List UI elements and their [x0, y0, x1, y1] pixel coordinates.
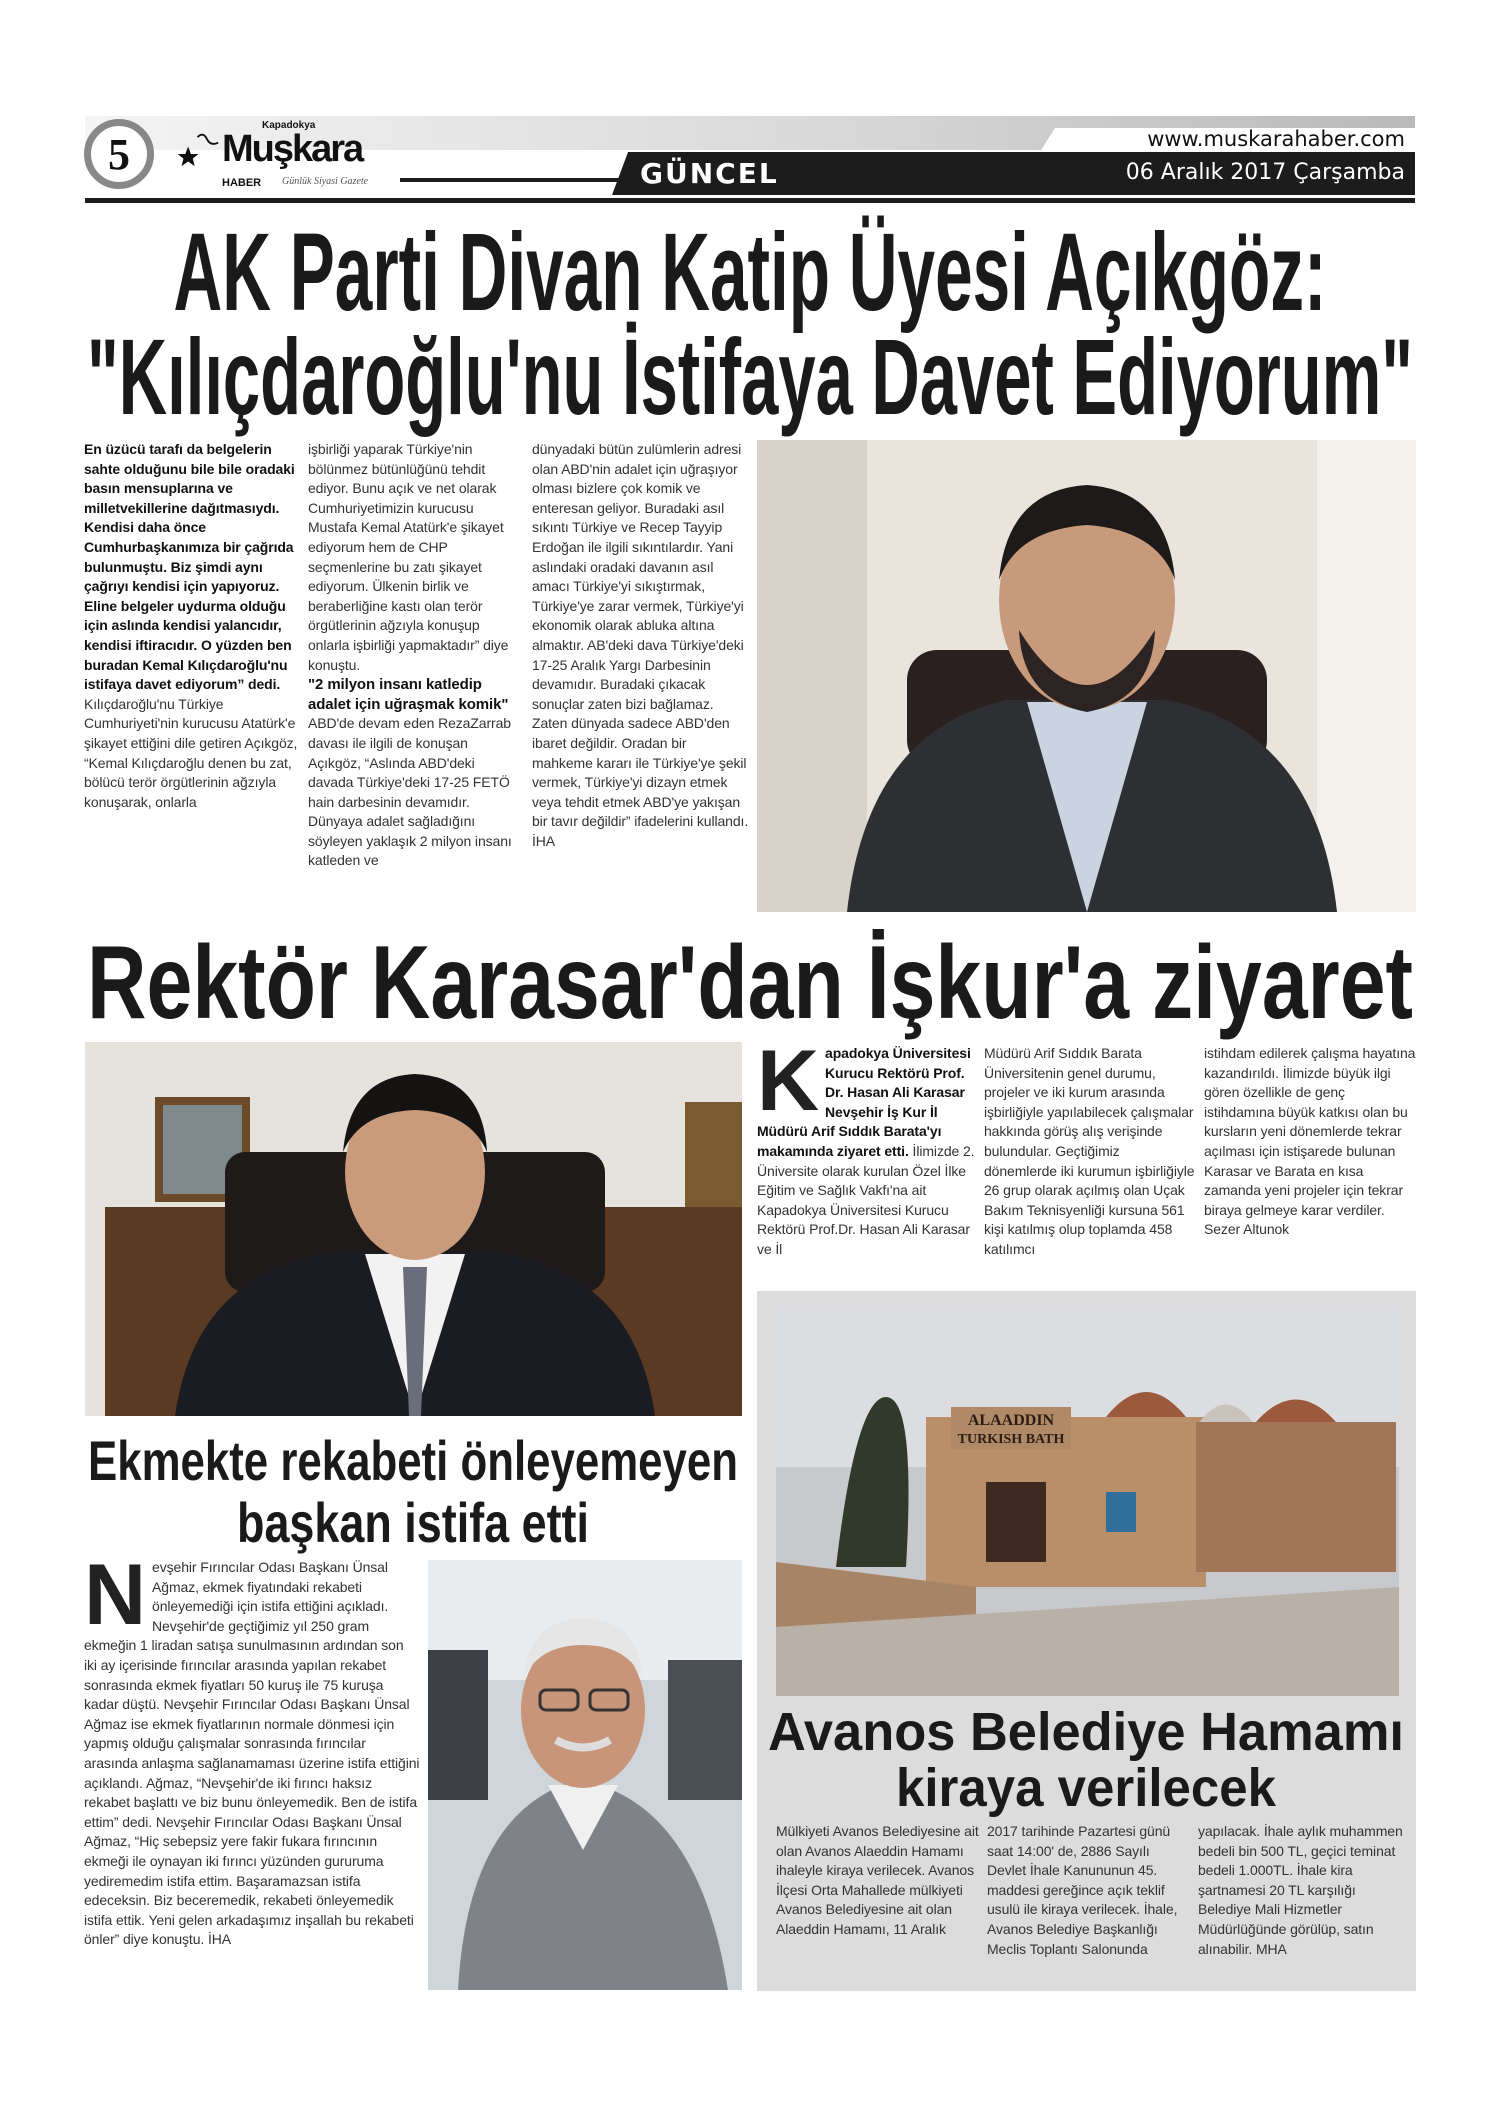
body-text: dünyadaki bütün zulümlerin adresi olan ABD'nin adalet için uğraşıyor olması bizlere çok komik ve enteresan geliyor. Buradaki asıl sıkıntı Türkiye ve Recep Tayyip Erdoğan ile ilgili sıkıntılardır. Yani aslındaki oradaki davanın asıl amacı Türkiye'yi sıkıştırmak, Türkiye'ye zarar vermek, Türkiye'yi ekonomik olarak abluka altına almaktır. AB'deki dava Türkiye'deki 17-25 Aralık Yargı Darbesinin devamıdır. Buradaki çıkacak sonuçlar zaten bizi bağlamaz. Zaten dünyada sadece ABD'den ibaret değildir. Oradan bir mahkeme kararı ile Türkiye'ye şekil vermek, Türkiye'yi dizayn etmek veya tehdit etmek ABD'ye yakışan bir tavır değildir” ifadelerini kullandı. İHA	[532, 441, 749, 849]
body-text: istihdam edilerek çalışma hayatına kazandırıldı. İlimizde büyük ilgi gören özellikle de genç istihdamına büyük katkısı olan bu kursların yeni dönemlerde tekrar açılması için istişarede bulunan Karasar ve Barata en kısa zamanda yeni projeler için tekrar biraya gelmeye karar verdiler. Sezer Altunok	[1204, 1045, 1416, 1238]
headline-4-line2	[757, 1758, 1416, 1820]
body-text: yapılacak. İhale aylık muhammen bedeli bin 500 TL, geçici teminat bedeli 1.000TL. İhale kira şartnamesi 20 TL karşılığı Belediye Mali Hizmetler Müdürlüğünde görülüp, satın alınabilir. MHA	[1198, 1823, 1403, 1957]
article3-body	[84, 1547, 420, 1950]
sign-line2: TURKISH BATH	[957, 1432, 1065, 1447]
body-text: İlimizde 2. Üniversite olarak kurulan Özel İlke Eğitim ve Sağlık Vakfı'na ait Kapadokya Üniversitesi Kurucu Rektörü Prof.Dr. Hasan Ali Karasar ve İl	[757, 1142, 975, 1257]
body-text: Mülkiyeti Avanos Belediyesine ait olan Avanos Alaeddin Hamamı ihaleyle kiraya verilecek. Avanos İlçesi Orta Mahallede mülkiyeti Avanos Belediyesine ait olan Alaeddin Hamamı, 11 Aralık	[776, 1823, 979, 1937]
article4-column-3	[1198, 1822, 1403, 1959]
logo-crescent-star-icon	[160, 128, 220, 178]
logo-haber: HABER	[222, 177, 262, 189]
page-number: 5	[84, 119, 154, 189]
article2-column-3	[1204, 1044, 1416, 1240]
body-text: Müdürü Arif Sıddık Barata Üniversitenin genel durumu, projeler ve iki kurum arasında işbirliğiyle yapılabilecek çalışmalar hakkında görüş alış verişinde bulundular. Geçtiğimiz dönemlerde iki kurumun işbirliğiyle 26 grup olarak açılmış olan Uçak Bakım Teknisyenliği kursuna 561 kişi katılmış olup toplamda 458 katılımcı	[984, 1045, 1195, 1257]
body-text: işbirliği yaparak Türkiye'nin bölünmez bütünlüğünü tehdit ediyor. Bunu açık ve net olarak Cumhuriyetimizin kurucusu Mustafa Kemal Atatürk'e şikayet ediyorum hem de CHP seçmenlerine bu zatı şikayet ediyorum. Ülkenin birlik ve beraberliğine kastı olan terör örgütlerinin ağzıyla konuşup onlarla işbirliği yapmaktadır” diye konuştu.	[308, 441, 509, 673]
drop-cap: K	[757, 1033, 820, 1129]
body-text: evşehir Fırıncılar Odası Başkanı Ünsal Ağmaz, ekmek fiyatındaki rekabeti önleyemediği için istifa ettiğini açıkladı. Nevşehir'de geçtiğimiz yıl 250 gram ekmeğin 1 liradan satışa sunulmasının ardından son iki ay içerisinde fırıncılar arasında yapılan rekabet sonrasında ekmek fiyatları 50 kuruş ile 75 kuruşa kadar düştü. Nevşehir Fırıncılar Odası Başkanı Ünsal Ağmaz ise ekmek fiyatlarının normale dönmesi için yapmış olduğu çalışmalar sonrasında fırıncılar arasında anlaşma sağlanamaması üzerine istifa ettiğini açıklandı. Ağmaz, “Nevşehir'de iki fırıncı haksız rekabet başlattı ve biz bunu önleyemedik. Ben de istifa ettim” dedi. Nevşehir Fırıncılar Odası Başkanı Ünsal Ağmaz, “Hiç sebepsiz yere fakir fukara fırıncının ekmeği ile oynayan iki fırıncı yüzünden gururuma yediremedim istifa ettim. Başaramazsan istifa edeceksin. Biz beceremedik, rekabeti önleyemedik istifa ettik. Yeni gelen arkadaşımız inşallah bu rekabeti önler” diye konuştu. İHA	[84, 1559, 420, 1948]
issue-date: 06 Aralık 2017 Çarşamba	[1125, 160, 1405, 185]
article2-column-1	[757, 1033, 977, 1260]
photo-acikgoz	[757, 440, 1416, 912]
article4-column-2	[987, 1822, 1192, 1959]
drop-cap: N	[84, 1547, 147, 1643]
headline-text: Avanos Belediye Hamamı	[768, 1702, 1404, 1762]
logo-tagline: Günlük Siyasi Gazete	[282, 176, 369, 187]
headline-text: Rektör Karasar'dan İşkur'a ziyaret	[87, 925, 1413, 1041]
body-text: ABD'de devam eden RezaZarrab davası ile ilgili de konuşan Açıkgöz, “Aslında ABD'deki davada Türkiye'deki 17-25 FETÖ hain darbesinin devamıdır. Dünyaya adalet sağladığını söyleyen yaklaşık 2 milyon insanı katleden ve	[308, 715, 512, 869]
subheading: "2 milyon insanı katledip adalet için uğraşmak komik"	[308, 676, 509, 713]
headline-text: AK Parti Divan Katip Üyesi Açıkgöz:	[173, 211, 1327, 334]
article4-column-1	[776, 1822, 981, 1940]
article1-column-3	[532, 440, 750, 851]
logo-muskara: Muşkara	[222, 128, 363, 170]
body-text: 2017 tarihinde Pazartesi günü saat 14:00' de, 2886 Sayılı Devlet İhale Kanununun 45. maddesi gereğince açık teklif usulü ile kiraya verilecek. İhale, Avanos Belediye Başkanlığı Meclis Toplantı Salonunda	[987, 1823, 1178, 1957]
section-label: GÜNCEL	[640, 157, 779, 190]
headline-text: "Kılıçdaroğlu'nu İstifaya Davet Ediyorum"	[87, 316, 1413, 437]
header-divider	[400, 178, 620, 182]
headline-3-line2	[85, 1491, 742, 1554]
headline-text: başkan istifa etti	[237, 1491, 589, 1554]
article2-column-2	[984, 1044, 1196, 1260]
headline-text: kiraya verilecek	[896, 1758, 1277, 1818]
photo-agmaz	[428, 1560, 742, 1990]
headline-3-line1	[85, 1429, 742, 1494]
headline-2	[85, 925, 1415, 1041]
sign-line1: ALAADDIN	[967, 1412, 1055, 1429]
photo-alaaddin-hamam	[776, 1307, 1399, 1696]
article1-column-2	[308, 440, 522, 871]
photo-karasar	[85, 1042, 742, 1416]
headline-4-line1	[757, 1704, 1416, 1762]
headline-1-line2	[85, 316, 1415, 437]
lead-paragraph: apadokya Üniversitesi Kurucu Rektörü Prof. Dr. Hasan Ali Karasar Nevşehir İş Kur İl Müdürü Arif Sıddık Barata'yı makamında ziyaret etti.	[757, 1045, 971, 1159]
headline-1-line1	[85, 211, 1415, 334]
logo-kapadokya: Kapadokya	[262, 120, 316, 131]
website-url[interactable]: www.muskarahaber.com	[1147, 127, 1405, 151]
body-text: Kılıçdaroğlu'nu Türkiye Cumhuriyeti'nin kurucusu Atatürk'e şikayet ettiğini dile getiren Açıkgöz, “Kemal Kılıçdaroğlu denen bu zat, bölücü terör örgütlerinin ağzıyla konuşarak, onlarla	[84, 695, 298, 810]
lead-paragraph: En üzücü tarafı da belgelerin sahte olduğunu bile bile oradaki basın mensuplarına ve milletvekillerine dağıtmasıydı. Kendisi daha önce Cumhurbaşkanımıza bir çağrıda bulunmuştu. Biz şimdi aynı çağrıyı kendisi için yapıyoruz. Eline belgeler uydurma olduğu için aslında kendisi yalancıdır, kendisi iftiracıdır. O yüzden ben buradan Kemal Kılıçdaroğlu'nu istifaya davet ediyorum” dedi.	[84, 441, 295, 693]
header-rule	[85, 198, 1415, 203]
headline-text: Ekmekte rekabeti önleyemeyen	[88, 1429, 738, 1492]
article1-column-1	[84, 440, 298, 812]
